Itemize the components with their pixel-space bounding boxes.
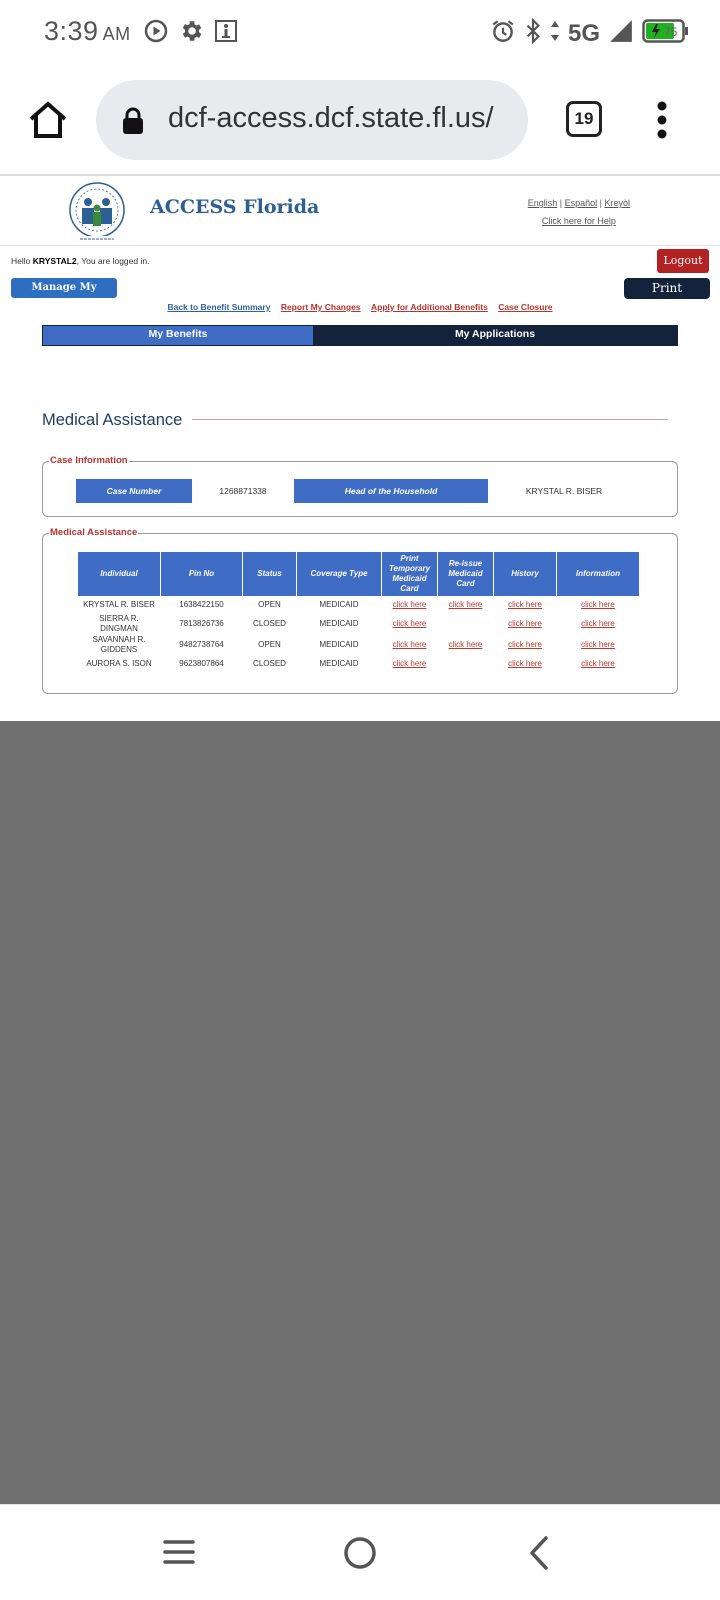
- table-header-row: [78, 552, 639, 596]
- report-changes-link[interactable]: Report My Changes: [280, 302, 361, 312]
- status-cell: CLOSED: [253, 659, 286, 668]
- status-cell: CLOSED: [253, 619, 286, 628]
- address-bar[interactable]: [96, 80, 528, 160]
- tab-my-benefits[interactable]: My Benefits: [43, 326, 313, 345]
- site-header: [0, 178, 720, 246]
- column-header: Re-issue Medicaid Card: [438, 552, 493, 596]
- notification-person-icon: [214, 19, 238, 48]
- manage-account-button[interactable]: Manage My Account: [11, 278, 117, 298]
- web-content: [0, 178, 720, 721]
- information-link[interactable]: click here: [581, 640, 615, 649]
- tab-my-applications[interactable]: My Applications: [454, 328, 536, 340]
- pin-cell: 9482738764: [179, 640, 224, 649]
- case-information-legend: Case Information: [50, 455, 128, 466]
- lock-icon: [122, 107, 144, 140]
- help-link[interactable]: Click here for Help: [541, 216, 616, 226]
- individual-cell: AURORA S. ISON: [86, 659, 152, 668]
- status-time: 3:39 AM: [44, 16, 131, 46]
- column-header: Status: [243, 552, 296, 596]
- print-card-link[interactable]: click here: [392, 659, 427, 668]
- coverage-cell: MEDICAID: [319, 659, 359, 668]
- history-link[interactable]: click here: [508, 640, 542, 649]
- coverage-cell: MEDICAID: [319, 619, 359, 628]
- table-row: [78, 597, 639, 613]
- pin-cell: 9623807864: [179, 659, 224, 668]
- apply-benefits-link[interactable]: Apply for Additional Benefits: [371, 302, 488, 312]
- recents-menu-icon[interactable]: [163, 1538, 195, 1571]
- nav-links: [0, 302, 720, 312]
- reissue-card-link[interactable]: click here: [448, 600, 483, 609]
- individual-cell: SIERRA R. DINGMAN: [99, 614, 139, 633]
- history-link[interactable]: click here: [508, 659, 542, 668]
- home-circle-icon[interactable]: [343, 1536, 377, 1575]
- settings-gear-icon: [178, 18, 204, 49]
- coverage-cell: MEDICAID: [319, 600, 359, 609]
- case-number-value: 1268871338: [219, 486, 267, 496]
- table-row: [78, 656, 639, 672]
- column-header: History: [494, 552, 556, 596]
- column-header: Coverage Type: [297, 552, 381, 596]
- home-icon[interactable]: [26, 98, 70, 142]
- medical-assistance-panel: [42, 527, 678, 694]
- kreyol-link[interactable]: Kreyòl: [604, 198, 630, 208]
- information-link[interactable]: click here: [581, 619, 615, 628]
- espanol-link[interactable]: Español: [564, 198, 598, 208]
- bluetooth-icon: [524, 18, 542, 49]
- status-cell: OPEN: [258, 600, 281, 609]
- table-row: [78, 635, 639, 655]
- overflow-menu-icon[interactable]: [656, 100, 668, 140]
- battery-icon: [642, 18, 690, 49]
- print-card-link[interactable]: click here: [392, 619, 427, 628]
- table-row: [78, 614, 639, 634]
- column-header: Information: [557, 552, 639, 596]
- login-greeting: Hello KRYSTAL2, You are logged in.: [11, 256, 150, 266]
- page-background-overflow: [0, 721, 720, 1504]
- print-card-link[interactable]: click here: [392, 600, 427, 609]
- medical-assistance-legend: Medical Assistance: [50, 527, 138, 538]
- logout-button[interactable]: Logout: [657, 249, 709, 273]
- column-header: Individual: [78, 552, 160, 596]
- url-text: dcf-access.dcf.state.fl.us/: [168, 102, 494, 134]
- alarm-icon: [490, 18, 516, 49]
- pin-cell: 1638422150: [179, 600, 224, 609]
- head-of-household-value: KRYSTAL R. BISER: [525, 486, 603, 496]
- back-icon[interactable]: [528, 1535, 550, 1576]
- page-title: Medical Assistance: [42, 411, 183, 429]
- history-link[interactable]: click here: [508, 600, 542, 609]
- tab-switcher-button[interactable]: 19: [566, 101, 602, 137]
- information-link[interactable]: click here: [581, 659, 615, 668]
- history-link[interactable]: click here: [508, 619, 542, 628]
- back-to-summary-link[interactable]: Back to Benefit Summary: [167, 302, 271, 312]
- information-link[interactable]: click here: [581, 600, 615, 609]
- status-bar: [0, 0, 720, 66]
- reissue-card-link[interactable]: click here: [448, 640, 483, 649]
- coverage-cell: MEDICAID: [319, 640, 359, 649]
- english-link[interactable]: English: [527, 198, 558, 208]
- data-transfer-icon: [550, 20, 560, 47]
- print-button[interactable]: Print: [624, 278, 710, 299]
- signal-icon: [608, 18, 634, 49]
- column-header: Pin No: [161, 552, 242, 596]
- medical-assistance-table: [77, 551, 640, 673]
- case-information-panel: [42, 455, 678, 517]
- system-navigation-bar: [0, 1504, 720, 1600]
- svg-text:75: 75: [664, 25, 678, 39]
- case-closure-link[interactable]: Case Closure: [498, 302, 553, 312]
- title-divider: [192, 419, 668, 420]
- column-header: Print Temporary Medicaid Card: [382, 552, 437, 596]
- tab-bar: [42, 325, 678, 346]
- username: KRYSTAL2: [32, 256, 77, 266]
- head-of-household-label: Head of the Household: [294, 479, 488, 503]
- status-cell: OPEN: [258, 640, 281, 649]
- site-title: ACCESS Florida: [150, 196, 320, 218]
- individual-cell: SAVANNAH R. GIDDENS: [92, 635, 146, 654]
- case-number-label: Case Number: [76, 479, 192, 503]
- media-play-icon: [144, 19, 168, 48]
- individual-cell: KRYSTAL R. BISER: [83, 600, 155, 609]
- dcf-logo: [66, 180, 128, 244]
- network-type: 5G: [567, 19, 600, 47]
- browser-toolbar: [0, 66, 720, 176]
- language-links: English | Español | Kreyòl Click here for Help: [527, 198, 630, 226]
- pin-cell: 7813826736: [179, 619, 224, 628]
- print-card-link[interactable]: click here: [392, 640, 427, 649]
